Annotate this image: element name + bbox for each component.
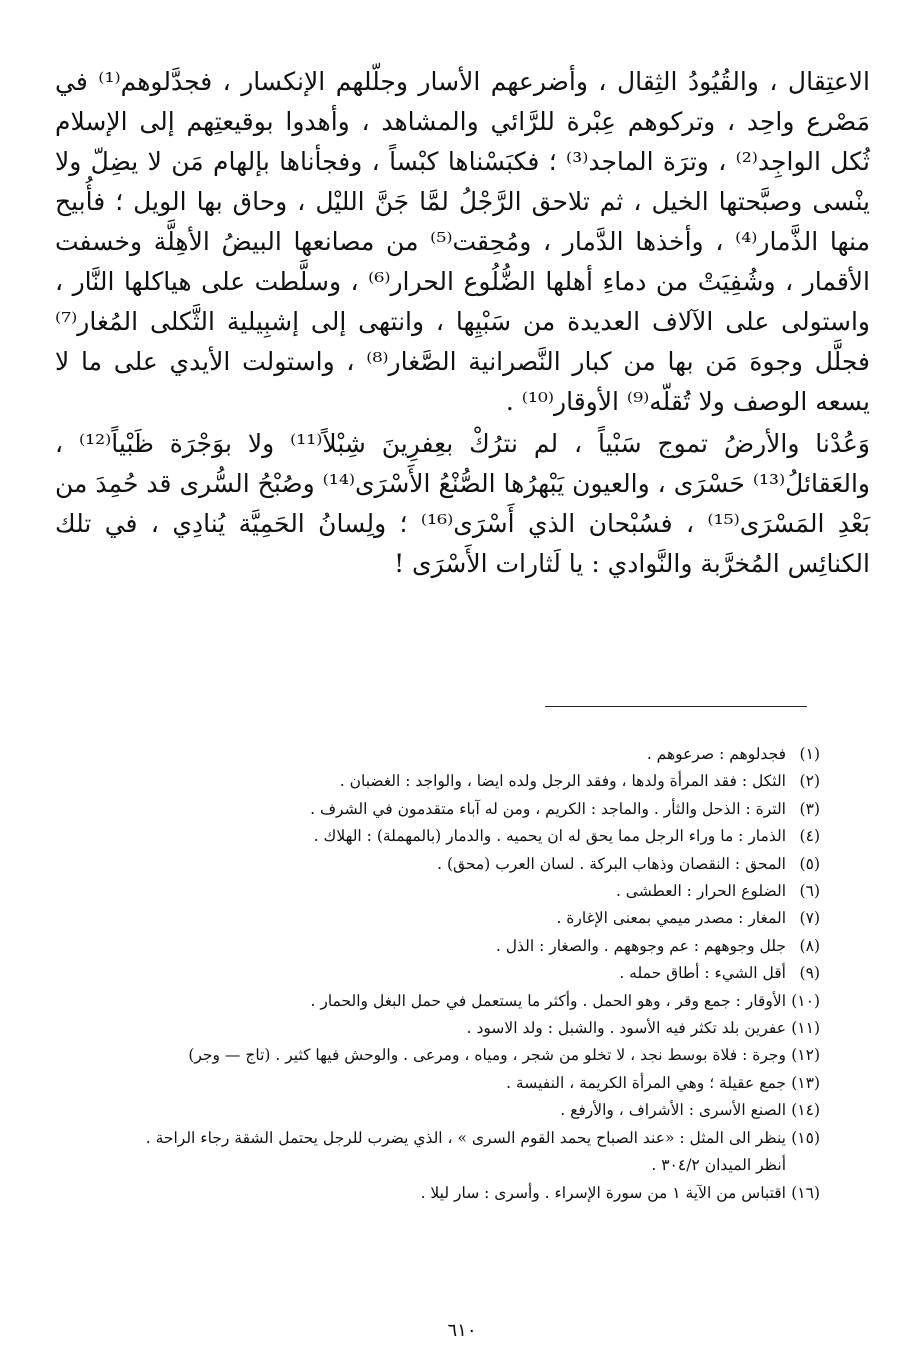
footnote-text: الترة : الذحل والثأر . والماجد : الكريم ، ومن له آباء متقدمون في الشرف . <box>310 799 786 818</box>
footnote-text: أقل الشيء : أطاق حمله . <box>619 964 786 983</box>
footnote-number: (٥) <box>799 854 820 873</box>
footnote-number: (٧) <box>799 909 820 928</box>
footnote-number: (٤) <box>799 827 820 846</box>
page-number: ٦١٠ <box>447 1320 477 1341</box>
footnote-number: (١٤) <box>791 1101 820 1120</box>
footnote-text: عفرين بلد تكثر فيه الأسود . والشبل : ولد الاسود . <box>466 1019 786 1038</box>
footnote-divider <box>545 706 807 707</box>
footnote-text: المغار : مصدر ميمي بمعنى الإغارة . <box>556 909 786 928</box>
paragraph-2: وَعُدْنا والأرضُ تموج سَبْياً ، لم نترُكْ بعِفرِينَ شِبْلاً⁽¹¹⁾ ولا بوَجْرَة ظَبْياً⁽¹²⁾ ، والعَقائلُ⁽¹³⁾ حَسْرَى ، والعيون يَبْهرُها الصُّنْعُ الأَسْرَى⁽¹⁴⁾ وصُبْحُ السُّرى قد حُمِدَ من بَعْدِ المَسْرَى⁽¹⁵⁾ ، فسُبْحان الذي أَسْرَى⁽¹⁶⁾ ؛ ولِسانُ الحَمِيَّة يُنادِي ، في تلك الكنائِس المُخرَّبة والنَّوادي : يا لَثارات الأَسْرَى ! <box>55 429 871 578</box>
footnote-number: (١٠) <box>791 991 820 1010</box>
footnote-text: المحق : النقصان وذهاب البركة . لسان العرب (محق) . <box>437 854 786 873</box>
footnote-text: ينظر الى المثل : «عند الصباح يحمد القوم السرى » ، الذي يضرب للرجل يحتمل الشقة رجاء الراحة . <box>145 1128 786 1147</box>
footnote-text: الصنع الأسرى : الأشراف ، والأرفع . <box>560 1101 786 1120</box>
footnote-5 <box>75 851 820 878</box>
footnote-number: (١١) <box>791 1019 820 1038</box>
footnote-12 <box>75 1042 820 1069</box>
footnote-10 <box>75 988 820 1015</box>
footnotes <box>75 741 820 1207</box>
footnote-number: (٦) <box>799 882 820 901</box>
footnote-1 <box>75 741 820 768</box>
footnote-text: فجدلوهم : صرعوهم . <box>646 745 786 763</box>
footnote-number: (١) <box>799 745 820 763</box>
footnote-13 <box>75 1070 820 1097</box>
footnote-text: اقتباس من الآية ١ من سورة الإسراء . وأسرى : سار ليلا . <box>420 1183 786 1202</box>
footnote-4 <box>75 823 820 850</box>
footnote-2 <box>75 768 820 795</box>
footnote-3 <box>75 796 820 823</box>
footnote-number: (١٥) <box>791 1128 820 1147</box>
footnote-number: (٩) <box>799 964 820 983</box>
footnote-text: جمع عقيلة ؛ وهي المرأة الكريمة ، النفيسة . <box>506 1073 786 1092</box>
footnote-number: (٢) <box>799 772 820 791</box>
footnote-8 <box>75 933 820 960</box>
main-text <box>55 62 870 584</box>
footnote-14 <box>75 1097 820 1124</box>
footnote-11 <box>75 1015 820 1042</box>
footnote-text: جلل وجوههم : عم وجوههم . والصغار : الذل . <box>495 936 786 955</box>
footnote-15-continuation: أنظر الميدان ٣٠٤/٢ . <box>651 1156 786 1175</box>
footnote-text: الأوقار : جمع وقر ، وهو الحمل . وأكثر ما يستعمل في حمل البغل والحمار . <box>310 991 786 1010</box>
footnote-text: الثكل : فقد المرأة ولدها ، وفقد الرجل ولده ايضا ، والواجد : الغضبان . <box>339 772 786 791</box>
footnote-number: (١٣) <box>791 1073 820 1092</box>
footnote-number: (٨) <box>799 936 820 955</box>
footnote-number: (٣) <box>799 799 820 818</box>
footnote-number: (١٦) <box>791 1183 820 1202</box>
footnote-9 <box>75 960 820 987</box>
paragraph-1: الاعتِقال ، والقُيُودُ الثِقال ، وأضرعهم الأسار وجلّلهم الإنكسار ، فجدَّلوهم⁽¹⁾ في مَصْرع واحِد ، وتركوهم عِبْرة للرَّائي والمشاهد ، وأهدوا بوقيعتِهم إلى الإسلام ثُكل الواجِد⁽²⁾ ، وترَة الماجد⁽³⁾ ؛ فكبَسْناها كبْساً ، وفجأناها بإلهام مَن لا يضِلّ ولا ينْسى وصبَّحتها الخيل ، ثم تلاحق الرَّجْلُ لمَّا جَنَّ الليْل ، وحاق بها الويل ؛ فأُبيح منها الذَّمار⁽⁴⁾ ، وأخذها الدَّمار ، ومُحِقت⁽⁵⁾ من مصانعها البيضُ الأهِلَّة وخسفت الأقمار ، وشُفِيَتْ من دماءِ أهلها الضُّلُوع الحرار⁽⁶⁾ ، وسلَّطت على هياكلها النَّار ، واستولى على الآلاف العديدة من سَبْيِها ، وانتهى إلى إشبِيلية الثَّكلى المُغار⁽⁷⁾ فجلَّل وجوهَ مَن بها من كبار النَّصرانية الصَّغار⁽⁸⁾ ، واستولت الأيدي على ما لا يسعه الوصف ولا تُقلّه⁽⁹⁾ الأوقار⁽¹⁰⁾ . <box>55 67 871 416</box>
footnote-text: الضلوع الحرار : العطشى . <box>615 882 786 901</box>
footnote-15 <box>75 1125 820 1152</box>
footnote-number: (١٢) <box>791 1046 820 1065</box>
footnote-7 <box>75 905 820 932</box>
footnote-16 <box>75 1180 820 1207</box>
footnote-text: وجرة : فلاة بوسط نجد ، لا تخلو من شجر ، ومياه ، ومرعى . والوحش فيها كثير . (تاج — وجر) <box>188 1046 786 1065</box>
footnote-6 <box>75 878 820 905</box>
footnote-text: الذمار : ما وراء الرجل مما يحق له ان يحميه . والدمار (بالمهملة) : الهلاك . <box>313 827 786 846</box>
